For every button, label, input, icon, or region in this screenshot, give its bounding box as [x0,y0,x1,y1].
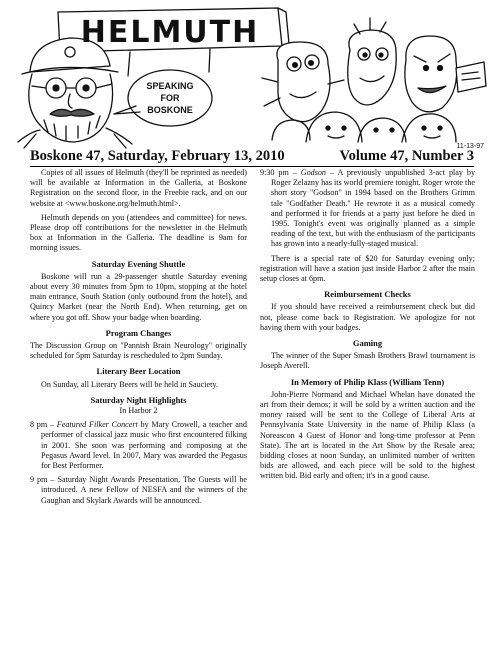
night-highlights-location: In Harbor 2 [119,406,158,416]
highlight-filker-desc: by Mary Crowell, a teacher and performer of classical jazz music who first encountered filking in 2001. She soon was performing and composing at the Pegasus Award level. In 2007, Mary was awarded the Pegasus for Best Performer. [41,420,247,471]
godson-time: 9:30 pm – [260,168,301,177]
speech-line-1: SPEAKING [146,81,194,91]
speech-line-3: BOSKONE [147,105,193,115]
gaming-paragraph: The winner of the Super Smash Brothers Brawl tournament is Joseph Averell. [260,351,475,371]
memory-heading: In Memory of Philip Klass (William Tenn) [290,376,445,387]
highlight-awards: 9 pm – Saturday Night Awards Presentation, The Guests will be introduced. A new Fellow of NESFA and the winners of the Gaughan and Skylark Awards will be announced. [30,475,247,505]
speech-line-2: FOR [160,93,180,103]
shuttle-paragraph: Boskone will run a 29-passenger shuttle Saturday evening about every 30 minutes from 5pm to 10pm, stopping at the hotel main entrance, South Station (only outbound from the hotel), and Quincy Market (near the North End). When returning, get on where you got off. Show your badge when boarding. [30,271,247,322]
reimbursement-paragraph: If you should have received a reimbursement check but did not, please come back to Registration. We apologize for not having them with your badges. [260,302,475,332]
gaming-heading: Gaming [352,338,383,349]
issue-volume: Volume 47, Number 3 [339,148,474,164]
godson-desc: – A previously unpublished 3-act play by Roger Zelazny has its world premiere tonight. Roger wrote the short story "Godson" in 1994 based on the Brothers Grimm tale "Godfather Death." He rewrote it as a musical comedy and performed it for friends at a party just before he died in 1995. Tonight's event was originally planned as a simple reading of the text, but with the enthusiasm of the participants has grown into a nearly-fully-staged musical. [271,168,476,249]
godson-rate-paragraph: There is a special rate of $20 for Saturday evening only; registration will have a station just inside Harbor 2 after the main setup closes at 6pm. [260,253,475,284]
masthead-illustration [10,2,490,150]
intro-paragraph-copies: Copies of all issues of Helmuth (they'll be reprinted as needed) will be available at Information in the Galleria, at Boskone Registration on the second floor, in the Freebie rack, and on our website at <www.boskone.org/helmuth.html>. [30,168,247,208]
issue-title: Boskone 47, Saturday, February 13, 2010 [30,148,285,164]
literary-beer-paragraph: On Sunday, all Literary Beers will be held in Sauciety. [41,379,218,389]
highlight-filker-title: Featured Filker Concert [56,420,138,430]
left-column [30,168,247,510]
issue-header [30,148,474,167]
masthead-sign-text: HELMUTH [80,15,260,50]
godson-paragraph [260,168,475,250]
memory-paragraph: John-Pierre Normand and Michael Whelan have donated the art from their demos; it will be sold by a written auction and the money raised will be sent to the College of Liberal Arts at Pennsylvania State University in the name of Philip Klass (a Noreascon 4 Guest of Honor and long-time professor at Penn State). The art is located in the Art Show by the Resale area; bidding closes at noon Sunday, an unlimited number of written bids are allowed, and each piece will be sold to the highest written bid. Bid early and often; it's in a good cause. [260,389,475,481]
night-highlights-heading: Saturday Night Highlights [90,394,187,405]
shuttle-heading: Saturday Evening Shuttle [91,258,186,269]
literary-beer-heading: Literary Beer Location [96,366,181,377]
right-column [260,168,475,486]
intro-paragraph-contributions: Helmuth depends on you (attendees and committee) for news. Please drop off contributions for the newsletter in the Helmuth box at Information in the Galleria. The deadline is 9am for morning issues. [30,212,247,253]
masthead [10,2,490,150]
program-changes-heading: Program Changes [105,327,172,338]
artist-date: 11-13-97 [456,143,484,150]
program-changes-paragraph: The Discussion Group on "Pannish Brain Neurology" originally scheduled for 5pm Saturday is rescheduled to 2pm Sunday. [30,341,247,361]
reimbursement-heading: Reimbursement Checks [324,289,411,300]
highlight-filker-time: 8 pm – [30,420,57,430]
godson-title: Godson [300,168,326,177]
highlight-filker-concert [30,420,247,471]
